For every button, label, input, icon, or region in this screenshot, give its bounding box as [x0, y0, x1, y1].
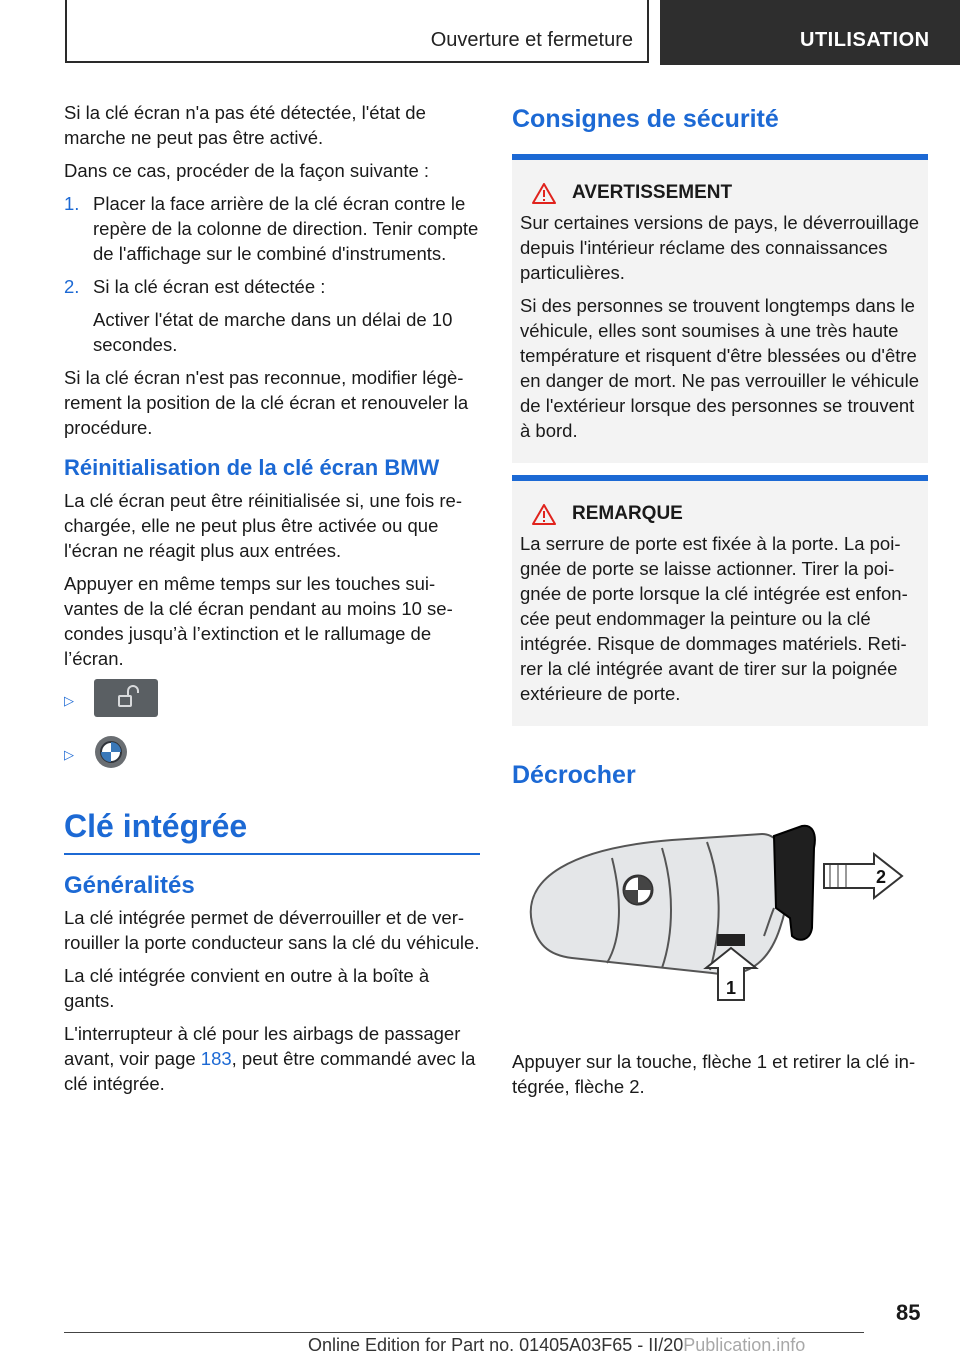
right-column [512, 100, 928, 1107]
general-heading: Généralités [64, 872, 195, 899]
note-title: REMARQUE [572, 503, 683, 524]
warning-triangle-icon [532, 183, 556, 204]
arrow-2-label: 2 [876, 867, 887, 887]
paragraph: La clé intégrée permet de déverrouiller et de verrouiller la porte conducteur sans la clé du véhicule. [64, 907, 480, 953]
note-box [512, 475, 928, 726]
header-chapter-tab [660, 0, 960, 65]
text: L'interrupteur à clé pour les airbags de passager avant, voir page [64, 1023, 461, 1069]
footer-divider [64, 1332, 864, 1333]
paragraph [64, 1021, 480, 1096]
integrated-key-heading: Clé intégrée [64, 808, 248, 844]
paragraph: Sur certaines versions de pays, le déverrouillage depuis l'intérieur réclame des connaissances particulières. [520, 212, 919, 283]
bullet-marker: ▷ [64, 746, 74, 762]
bullet-marker: ▷ [64, 692, 74, 708]
unlock-button-icon [94, 679, 158, 722]
step-text: Si la clé écran est détectée : [93, 276, 326, 297]
step-number: 1. [64, 193, 80, 214]
key-detach-illustration [512, 818, 928, 1023]
paragraph: La serrure de porte est fixée à la porte. La poignée de porte se laisse actionner. Tirer la poignée de porte lorsque la clé intégrée est enfoncée peut endommager la peinture ou la clé intégrée. Risque de dommages matériels. Retirer la clé intégrée avant de tirer sur la poignée extérieure de porte. [520, 533, 908, 704]
paragraph: Dans ce cas, procéder de la façon suivante : [64, 160, 430, 181]
bmw-button-icon [94, 732, 128, 777]
paragraph: La clé écran peut être réinitialisée si, une fois rechargée, elle ne peut plus être activée ou que l'écran ne réagit plus aux entrées. [64, 490, 462, 561]
paragraph: Si la clé écran n'est pas reconnue, modifier légèrement la position de la clé écran et renouveler la procédure. [64, 367, 469, 438]
bullet-item-unlock [64, 679, 480, 722]
bullet-item-bmw [64, 732, 480, 777]
step-subtext: Activer l'état de marche dans un délai de 10 secondes. [93, 309, 453, 355]
warning-title-row [520, 182, 920, 204]
header-section-title: Ouverture et fermeture [430, 29, 633, 51]
paragraph: Appuyer en même temps sur les touches suivantes de la clé écran pendant au moins 10 secondes jusqu’à l’extinction et le rallumage de l’écran. [64, 573, 453, 669]
left-column [64, 100, 480, 1104]
paragraph: Appuyer sur la touche, flèche 1 et retirer la clé intégrée, flèche 2. [512, 1051, 916, 1097]
paragraph: La clé intégrée convient en outre à la boîte à gants. [64, 965, 430, 1011]
watermark-text: Publication.info [683, 1335, 806, 1355]
paragraph: Si des personnes se trouvent longtemps dans le véhicule, elles sont soumises à une très haute température et risquent d'être blessées ou d'être en danger de mort. Ne pas verrouiller le véhicule de l'extérieur lorsque des personnes se trouvent à bord. [520, 295, 919, 441]
arrow-1-label: 1 [726, 978, 737, 998]
step-item [64, 191, 480, 266]
warning-triangle-icon [532, 504, 556, 525]
warning-title: AVERTISSEMENT [572, 182, 733, 203]
step-text: Placer la face arrière de la clé écran contre le repère de la colonne de direction. Tenir compte de l'affichage sur le combiné d'instruments. [93, 193, 479, 264]
header-chapter-title: UTILISATION [800, 29, 930, 51]
edition-text: Online Edition for Part no. 01405A03F65 - II/20 [308, 1335, 684, 1355]
warning-box [512, 154, 928, 463]
page-link[interactable]: 183 [200, 1048, 232, 1069]
header-section-tab [65, 0, 649, 63]
step-item [64, 274, 480, 357]
text: , peut être commandé avec la clé intégrée. [64, 1048, 476, 1094]
safety-heading: Consignes de sécurité [512, 105, 779, 133]
step-list [64, 191, 480, 357]
step-number: 2. [64, 276, 80, 297]
paragraph: Si la clé écran n'a pas été détectée, l'état de marche ne peut pas être activé. [64, 102, 426, 148]
footer-edition [308, 1335, 805, 1356]
key-heading-wrap [64, 805, 480, 855]
note-title-row [520, 503, 920, 525]
detach-heading: Décrocher [512, 761, 636, 789]
reset-heading: Réinitialisation de la clé écran BMW [64, 455, 440, 480]
page-number: 85 [896, 1300, 921, 1325]
